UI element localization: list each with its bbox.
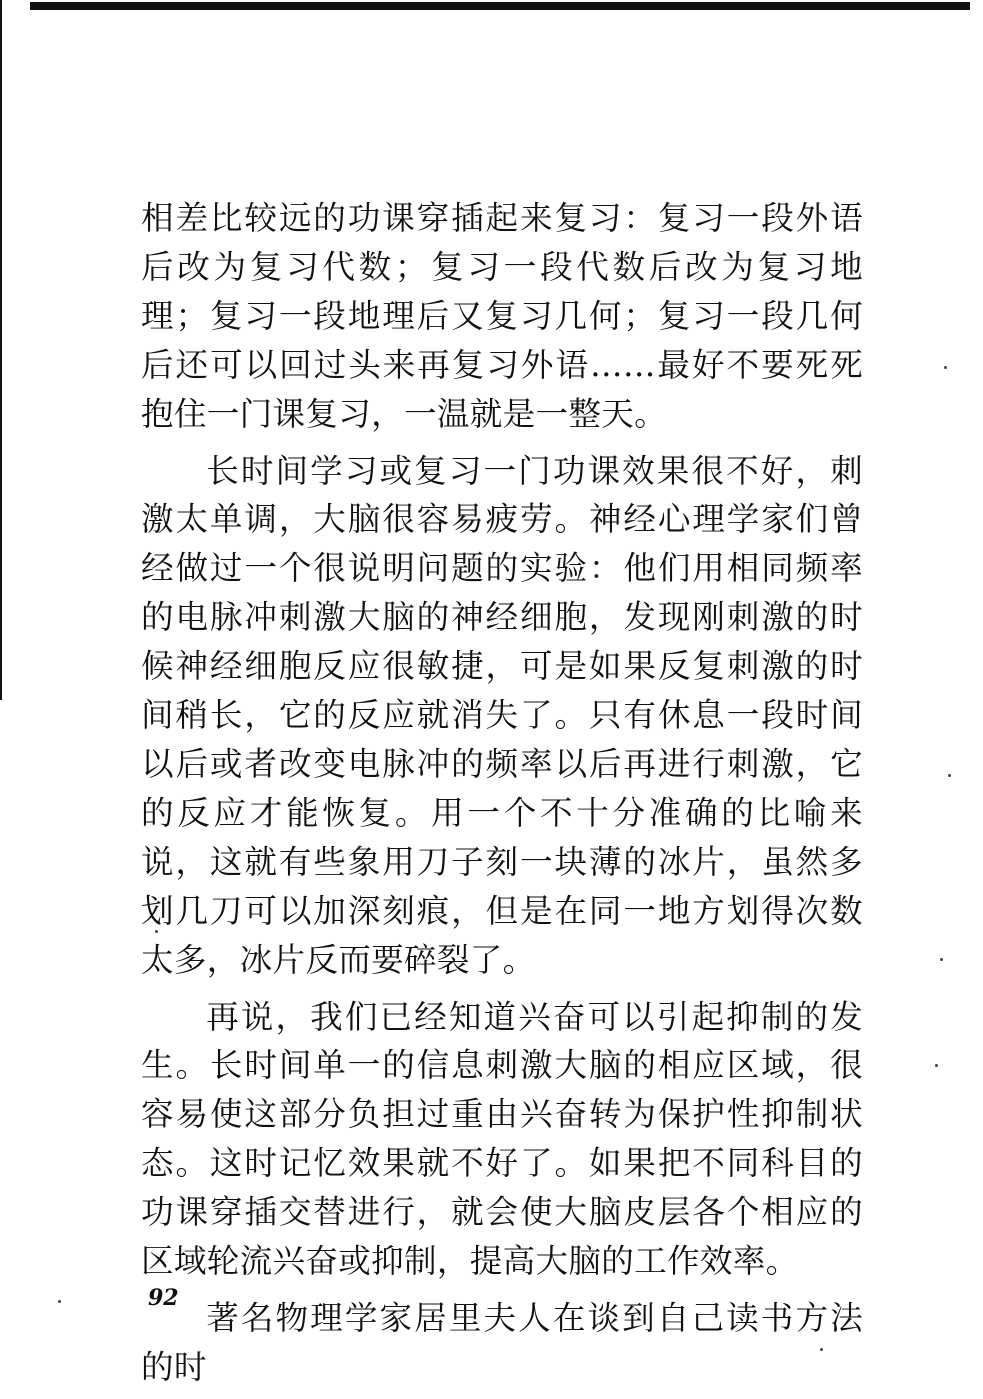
top-border-rule xyxy=(30,2,970,10)
paragraph-3: 再说，我们已经知道兴奋可以引起抑制的发生。长时间单一的信息刺激大脑的相应区域，很容易使这部分负担过重由兴奋转为保护性抑制状态。这时记忆效果就不好了。如果把不同科目的功课穿插交替进行，就会使大脑皮层各个相应的区域轮流兴奋或抑制，提高大脑的工作效率。 xyxy=(141,997,863,1281)
scan-speck xyxy=(935,1064,938,1067)
paragraph-1: 相差比较远的功课穿插起来复习：复习一段外语后改为复习代数；复习一段代数后改为复习地理；复习一段地理后又复习几何；复习一段几何后还可以回过头来再复习外语……最好不要死死抱住一门课复习，一温就是一整天。 xyxy=(141,199,863,433)
scan-speck xyxy=(58,1300,61,1303)
body-text xyxy=(141,194,863,1392)
scan-speck xyxy=(944,366,947,369)
page-number: 92 xyxy=(148,1285,179,1311)
scan-speck xyxy=(155,930,158,933)
paragraph-4: 著名物理学家居里夫人在谈到自己读书方法的时 xyxy=(141,1298,863,1386)
left-margin-line xyxy=(0,0,2,700)
scan-speck xyxy=(820,1348,823,1351)
paragraph-2: 长时间学习或复习一门功课效果很不好，刺激太单调，大脑很容易疲劳。神经心理学家们曾经做过一个很说明问题的实验：他们用相同频率的电脉冲刺激大脑的神经细胞，发现刚刺激的时候神经细胞反应很敏捷，可是如果反复刺激的时间稍长，它的反应就消失了。只有休息一段时间以后或者改变电脉冲的频率以后再进行刺激，它的反应才能恢复。用一个不十分准确的比喻来说，这就有些象用刀子刻一块薄的冰片，虽然多划几刀可以加深刻痕，但是在同一地方划得次数太多，冰片反而要碎裂了。 xyxy=(141,451,863,979)
scan-speck xyxy=(948,774,951,777)
scan-speck xyxy=(940,958,943,961)
